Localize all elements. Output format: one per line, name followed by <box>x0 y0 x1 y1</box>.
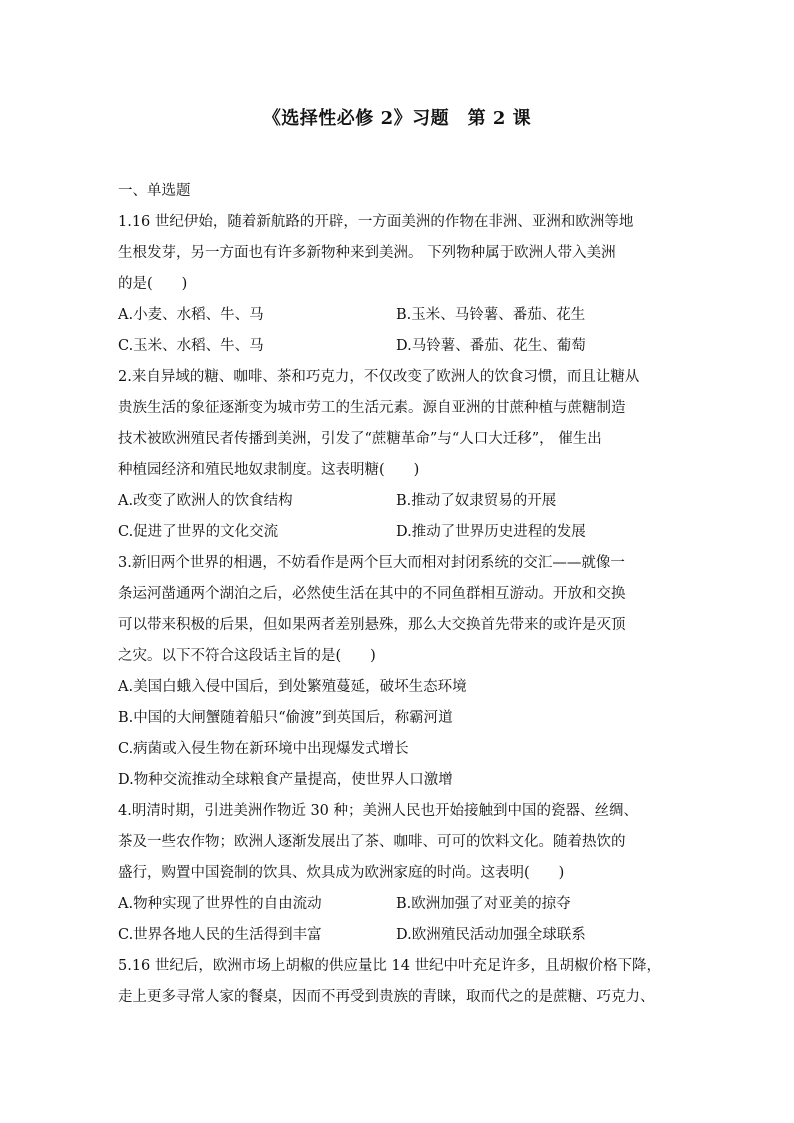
question-stem-line: 种植园经济和殖民地奴隶制度。这表明糖( ) <box>118 462 420 478</box>
section-heading: 一、单选题 <box>118 183 191 199</box>
question-1 <box>118 207 678 362</box>
option-b[interactable]: B.中国的大闸蟹随着船只“偷渡”到英国后，称霸河道 <box>118 710 453 726</box>
question-stem-line: 技术被欧洲殖民者传播到美洲，引发了“蔗糖革命”与“人口大迁移”， 催生出 <box>118 431 602 447</box>
question-2 <box>118 362 678 548</box>
question-stem-line: 2.来自异域的糖、咖啡、茶和巧克力，不仅改变了欧洲人的饮食习惯，而且让糖从 <box>118 369 640 385</box>
option-b[interactable]: B.欧洲加强了对亚美的掠夺 <box>396 896 571 912</box>
option-row <box>118 517 678 548</box>
option-d[interactable]: D.物种交流推动全球粮食产量提高，使世界人口激增 <box>118 772 453 788</box>
option-c[interactable]: C.世界各地人民的生活得到丰富 <box>118 927 322 943</box>
question-stem-line: 4.明清时期，引进美洲作物近 30 种；美洲人民也开始接触到中国的瓷器、丝绸、 <box>118 803 639 819</box>
option-row <box>118 300 678 331</box>
question-stem-line: 1.16 世纪伊始，随着新航路的开辟，一方面美洲的作物在非洲、亚洲和欧洲等地 <box>118 214 634 230</box>
question-stem-line: 之灾。以下不符合这段话主旨的是( ) <box>118 648 376 664</box>
option-d[interactable]: D.马铃薯、番茄、花生、葡萄 <box>396 338 586 354</box>
option-a[interactable]: A.改变了欧洲人的饮食结构 <box>118 493 293 509</box>
option-c[interactable]: C.玉米、水稻、牛、马 <box>118 338 264 354</box>
question-stem-line: 茶及一些农作物；欧洲人逐渐发展出了茶、咖啡、可可的饮料文化。随着热饮的 <box>118 834 626 850</box>
question-body <box>118 176 678 1013</box>
question-stem-line: 5.16 世纪后，欧洲市场上胡椒的供应量比 14 世纪中叶充足许多，且胡椒价格下降， <box>118 958 662 974</box>
question-stem-line: 盛行，购置中国瓷制的饮具、炊具成为欧洲家庭的时尚。这表明( ) <box>118 865 565 881</box>
option-a[interactable]: A.物种实现了世界性的自由流动 <box>118 896 322 912</box>
page-title: 《选择性必修 2》习题 第 2 课 <box>262 108 532 129</box>
option-d[interactable]: D.欧洲殖民活动加强全球联系 <box>396 927 586 943</box>
option-row <box>118 486 678 517</box>
option-b[interactable]: B.推动了奴隶贸易的开展 <box>396 493 557 509</box>
option-c[interactable]: C.病菌或入侵生物在新环境中出现爆发式增长 <box>118 741 409 757</box>
question-stem-line: 贵族生活的象征逐渐变为城市劳工的生活元素。源自亚洲的甘蔗种植与蔗糖制造 <box>118 400 626 416</box>
option-c[interactable]: C.促进了世界的文化交流 <box>118 524 279 540</box>
question-stem-line: 的是( ) <box>118 276 188 292</box>
question-4 <box>118 796 678 951</box>
question-stem-line: 可以带来积极的后果，但如果两者差别悬殊，那么大交换首先带来的或许是灭顶 <box>118 617 626 633</box>
option-a[interactable]: A.小麦、水稻、牛、马 <box>118 307 264 323</box>
question-stem-line: 走上更多寻常人家的餐桌，因而不再受到贵族的青睐，取而代之的是蔗糖、巧克力、 <box>118 989 655 1005</box>
option-a[interactable]: A.美国白蛾入侵中国后，到处繁殖蔓延，破坏生态环境 <box>118 679 467 695</box>
question-stem-line: 生根发芽，另一方面也有许多新物种来到美洲。 下列物种属于欧洲人带入美洲 <box>118 245 616 261</box>
option-row <box>118 920 678 951</box>
option-row <box>118 331 678 362</box>
option-d[interactable]: D.推动了世界历史进程的发展 <box>396 524 586 540</box>
option-b[interactable]: B.玉米、马铃薯、番茄、花生 <box>396 307 586 323</box>
question-stem-line: 3.新旧两个世界的相遇，不妨看作是两个巨大而相对封闭系统的交汇——就像一 <box>118 555 625 571</box>
question-3 <box>118 548 678 796</box>
question-stem-line: 条运河凿通两个湖泊之后，必然使生活在其中的不同鱼群相互游动。开放和交换 <box>118 586 626 602</box>
question-5 <box>118 951 678 1013</box>
option-row <box>118 889 678 920</box>
